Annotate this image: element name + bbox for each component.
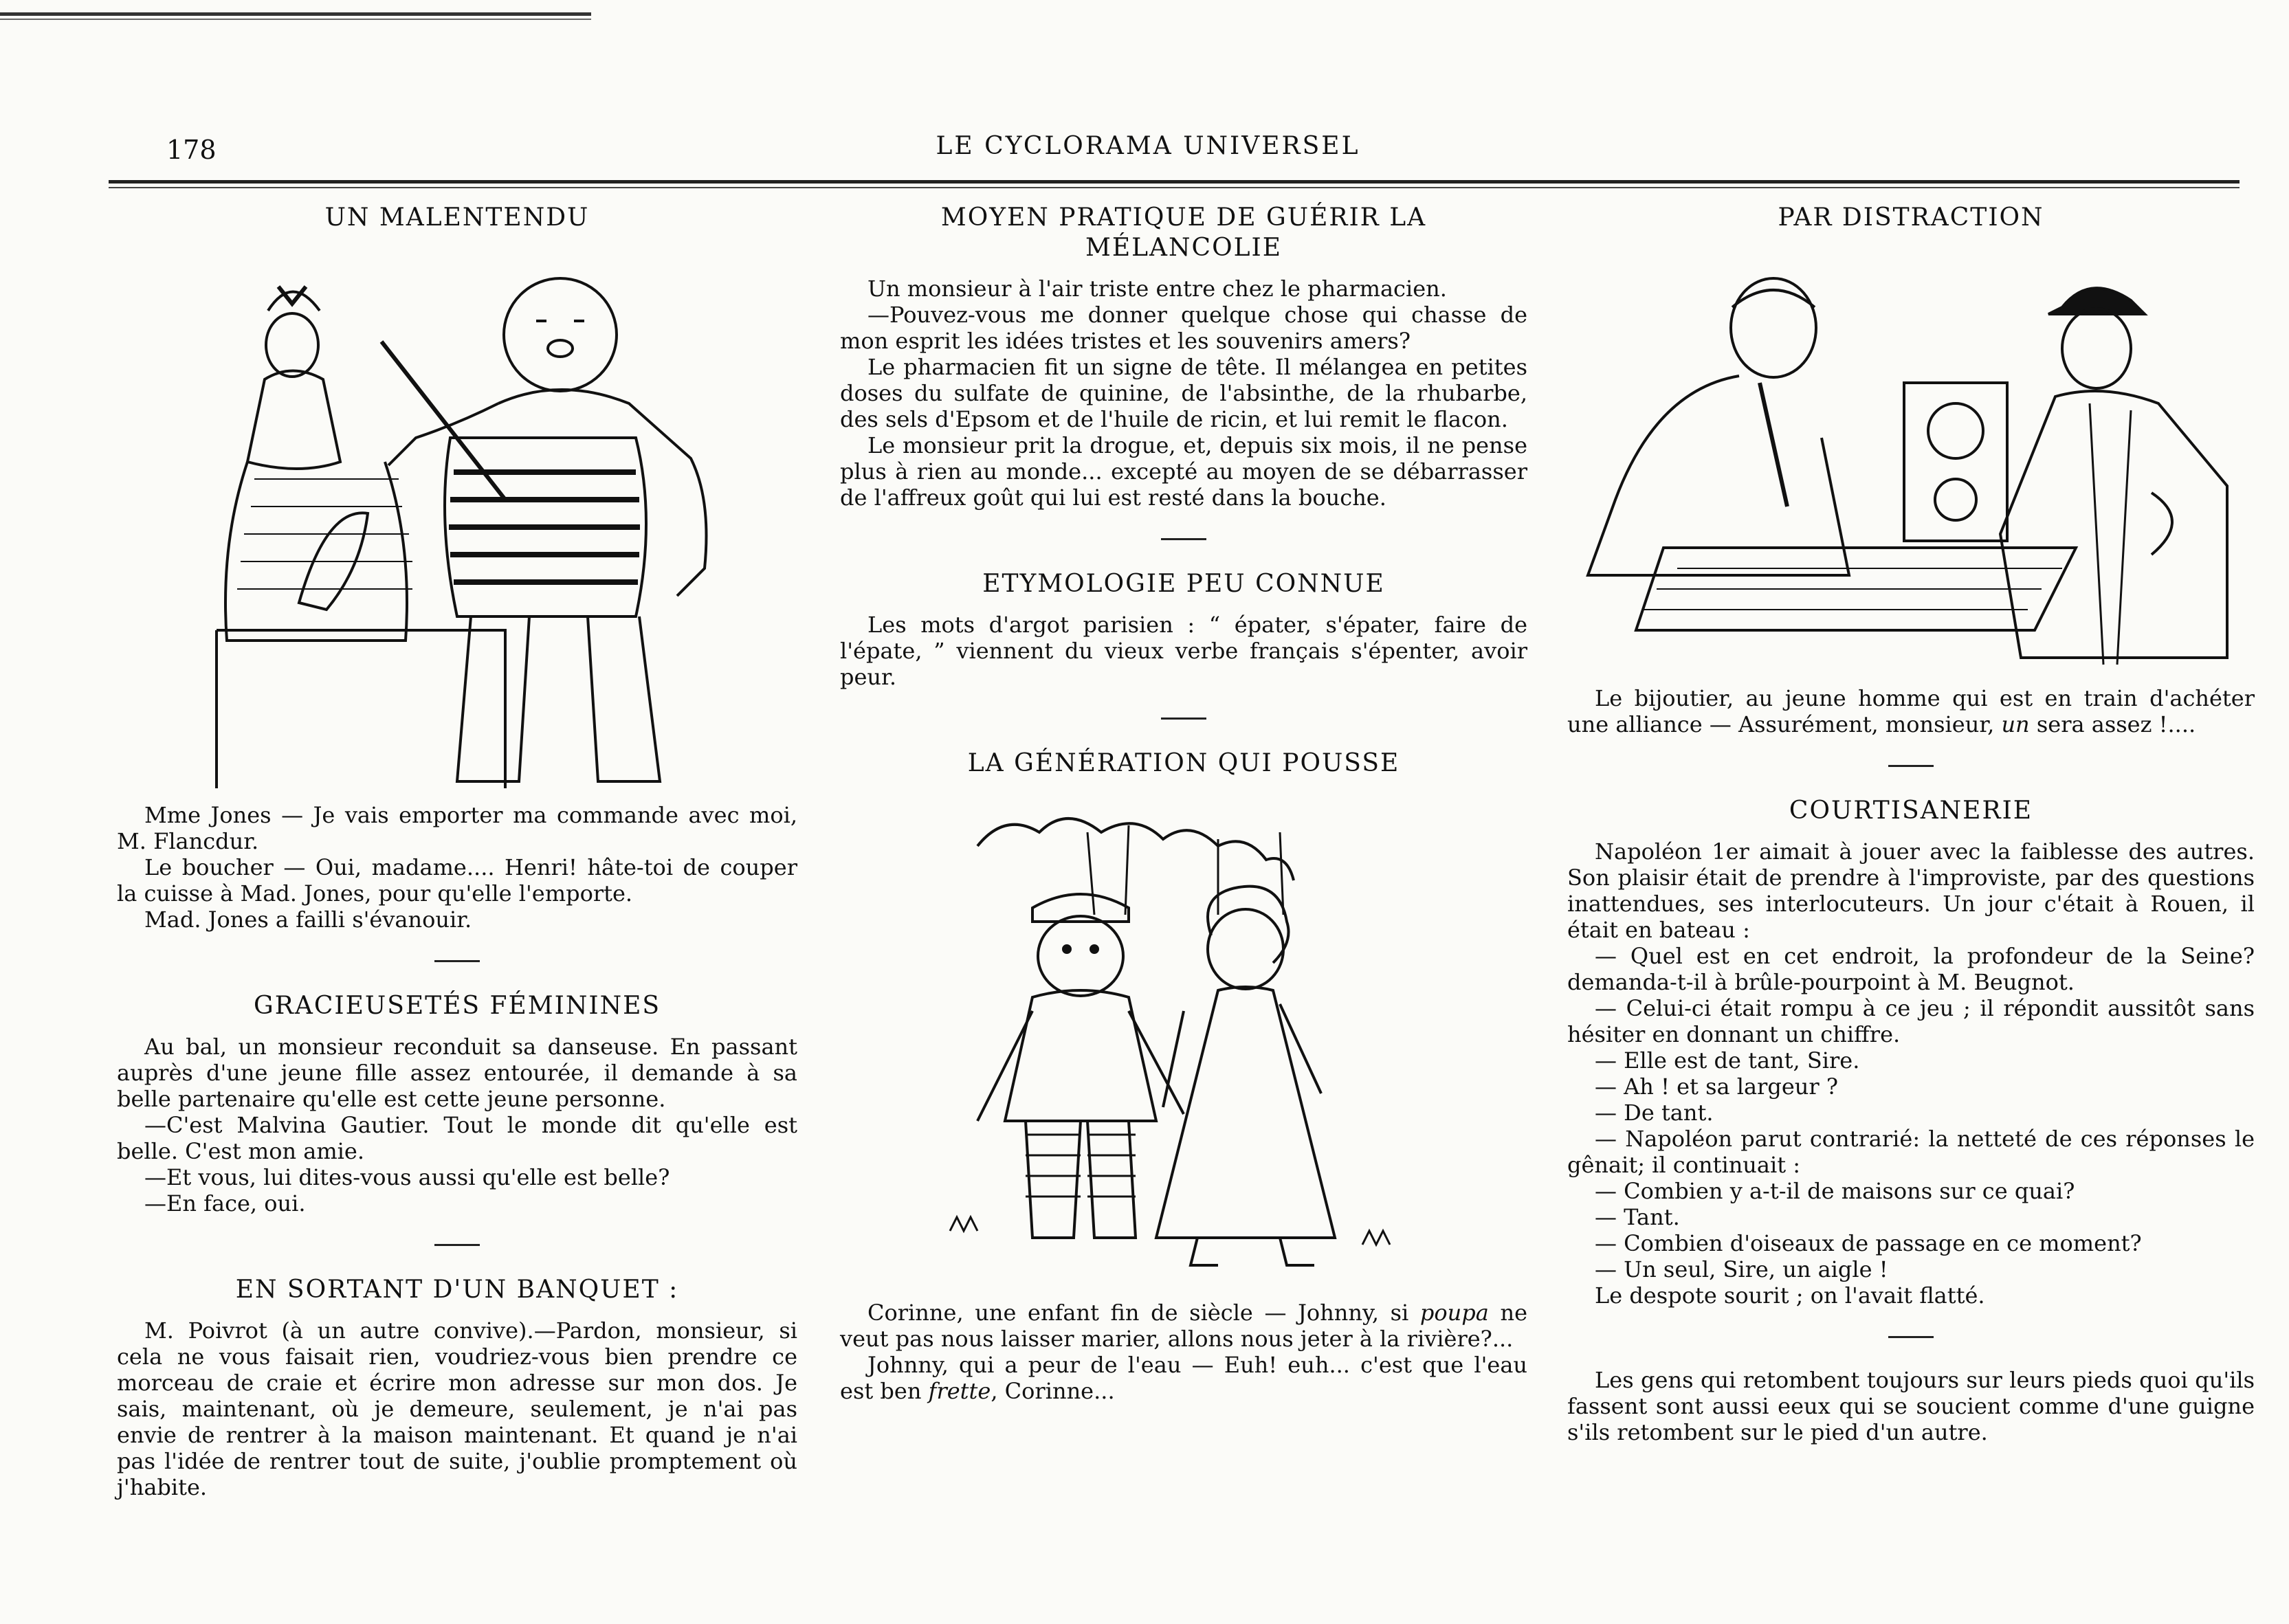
paragraph: — Celui-ci était rompu à ce jeu ; il répondit aussitôt sans hésiter en donnant un chiffre. bbox=[1567, 995, 2255, 1047]
paragraph: —Pouvez-vous me donner quelque chose qui chasse de mon esprit les idées tristes et les souvenirs amers? bbox=[840, 302, 1527, 354]
section-body bbox=[840, 612, 1527, 690]
italic-run: poupa bbox=[1419, 1300, 1489, 1326]
paragraph: — Tant. bbox=[1595, 1204, 1680, 1230]
paragraph: — Ah ! et sa largeur ? bbox=[1595, 1074, 1838, 1100]
paragraph: — Quel est en cet endroit, la profondeur de la Seine? demanda-t-il à brûle-pourpoint à M. Beugnot. bbox=[1567, 943, 2255, 995]
section-separator bbox=[434, 1244, 480, 1246]
column-middle bbox=[840, 203, 1527, 1404]
section-separator bbox=[1888, 1336, 1934, 1338]
paragraph: M. Poivrot (à un autre convive).—Pardon, monsieur, si cela ne vous faisait rien, voudriez-vous bien prendre ce morceau de craie et écrire mon adresse sur mon dos. Je sais, maintenant, où je demeure, seulement, je n'ai pas envie de rentrer à la maison maintenant. Et quand je n'ai pas l'idée de rentrer tout de suite, j'oublie promptement où j'habite. bbox=[117, 1317, 797, 1500]
page-number: 178 bbox=[166, 135, 217, 165]
section-body bbox=[1567, 685, 2255, 737]
paragraph: — Combien y a-t-il de maisons sur ce quai? bbox=[1595, 1178, 2075, 1204]
paragraph: —En face, oui. bbox=[144, 1190, 306, 1216]
section-body bbox=[840, 276, 1527, 511]
paragraph: —C'est Malvina Gautier. Tout le monde dit qu'elle est belle. C'est mon amie. bbox=[117, 1112, 797, 1164]
section-title: EN SORTANT D'UN BANQUET : bbox=[235, 1276, 679, 1304]
paragraph: — Elle est de tant, Sire. bbox=[1595, 1047, 1860, 1074]
paragraph: — Un seul, Sire, un aigle ! bbox=[1595, 1256, 1888, 1282]
top-border-rule bbox=[0, 12, 591, 16]
text-run: ne veut pas nous laisser marier, allons nous jeter à la rivière?... bbox=[840, 1300, 1528, 1352]
jeweller-illustration bbox=[1581, 245, 2241, 671]
section-title: UN MALENTENDU bbox=[324, 203, 590, 232]
paragraph: Le monsieur prit la drogue, et, depuis six mois, il ne pense plus à rien au monde... excepté au moyen de se débarrasser de l'affreux goût qui lui est resté dans la bouche. bbox=[840, 432, 1527, 511]
section-body bbox=[840, 1300, 1527, 1404]
column-right bbox=[1567, 203, 2255, 1445]
paragraph: — Napoléon parut contrarié: la netteté de ces réponses le gênait; il continuait : bbox=[1567, 1126, 2255, 1178]
paragraph: Au bal, un monsieur reconduit sa danseuse. En passant auprès d'une jeune fille assez entourée, il demande à sa belle partenaire qu'elle est cette jeune personne. bbox=[117, 1034, 797, 1112]
paragraph bbox=[840, 1300, 1527, 1352]
paragraph bbox=[1567, 685, 2255, 737]
section-separator bbox=[1161, 718, 1206, 720]
paragraph: Le pharmacien fit un signe de tête. Il mélangea en petites doses du sulfate de quinine, de l'absinthe, de la rhubarbe, des sels d'Epsom et de l'huile de ricin, et lui remit le flacon. bbox=[840, 354, 1527, 432]
column-left bbox=[117, 203, 797, 1500]
text-run: Corinne, une enfant fin de siècle — Johnny, si bbox=[867, 1300, 1420, 1326]
italic-run: frette bbox=[928, 1378, 991, 1404]
paragraph: — Combien d'oiseaux de passage en ce moment? bbox=[1595, 1230, 2142, 1256]
section-body bbox=[1567, 1367, 2255, 1445]
section-body bbox=[117, 802, 797, 933]
italic-run: un bbox=[2001, 711, 2030, 737]
paragraph: Mad. Jones a failli s'évanouir. bbox=[144, 906, 472, 933]
paragraph: Napoléon 1er aimait à jouer avec la faiblesse des autres. Son plaisir était de prendre à l'improviste, par des questions inattendues, ses interlocuteurs. Un jour c'était à Rouen, il était en bateau : bbox=[1567, 838, 2255, 943]
section-body bbox=[117, 1317, 797, 1500]
paragraph: Le despote sourit ; on l'avait flatté. bbox=[1595, 1282, 1985, 1309]
paragraph: Les mots d'argot parisien : “ épater, s'épater, faire de l'épate, ” viennent du vieux verbe français s'épenter, avoir peur. bbox=[840, 612, 1527, 690]
children-illustration bbox=[922, 791, 1445, 1286]
paragraph bbox=[840, 1352, 1527, 1404]
section-title: MOYEN PRATIQUE DE GUÉRIR LA MÉLANCOLIE bbox=[940, 203, 1427, 262]
text-run: Le bijoutier, au jeune homme qui est en train d'achéter une alliance — Assurément, monsieur, bbox=[1567, 685, 2255, 737]
paragraph: Mme Jones — Je vais emporter ma commande avec moi, M. Flancdur. bbox=[117, 802, 797, 854]
paragraph: Un monsieur à l'air triste entre chez le pharmacien. bbox=[867, 276, 1447, 302]
section-body bbox=[117, 1034, 797, 1216]
paragraph: Le boucher — Oui, madame.... Henri! hâte-toi de couper la cuisse à Mad. Jones, pour qu'elle l'emporte. bbox=[117, 854, 797, 906]
section-title: COURTISANERIE bbox=[1789, 797, 2033, 825]
top-border-rule-thin bbox=[0, 19, 591, 20]
paragraph: —Et vous, lui dites-vous aussi qu'elle est belle? bbox=[144, 1164, 670, 1190]
text-run: , Corinne... bbox=[991, 1378, 1115, 1404]
section-title: ETYMOLOGIE PEU CONNUE bbox=[982, 570, 1385, 598]
section-title: PAR DISTRACTION bbox=[1778, 203, 2044, 232]
header-rule-thin bbox=[109, 187, 2240, 188]
section-title: LA GÉNÉRATION QUI POUSSE bbox=[967, 749, 1400, 777]
paragraph: Les gens qui retombent toujours sur leurs pieds quoi qu'ils fassent sont aussi eeux qui se soucient comme d'une guigne s'ils retombent sur le pied d'un autre. bbox=[1567, 1367, 2255, 1445]
running-title: LE CYCLORAMA UNIVERSEL bbox=[936, 132, 1360, 160]
section-separator bbox=[1888, 765, 1934, 767]
section-separator bbox=[1161, 538, 1206, 540]
section-title: GRACIEUSETÉS FÉMININES bbox=[253, 992, 661, 1020]
butcher-illustration bbox=[175, 245, 739, 788]
header-rule bbox=[109, 180, 2240, 183]
section-body bbox=[1567, 838, 2255, 1309]
paragraph: — De tant. bbox=[1595, 1100, 1714, 1126]
text-run: sera assez !.... bbox=[2029, 711, 2196, 737]
text-run: Johnny, qui a peur de l'eau — Euh! euh... c'est que l'eau est ben bbox=[840, 1352, 1527, 1404]
section-separator bbox=[434, 960, 480, 962]
